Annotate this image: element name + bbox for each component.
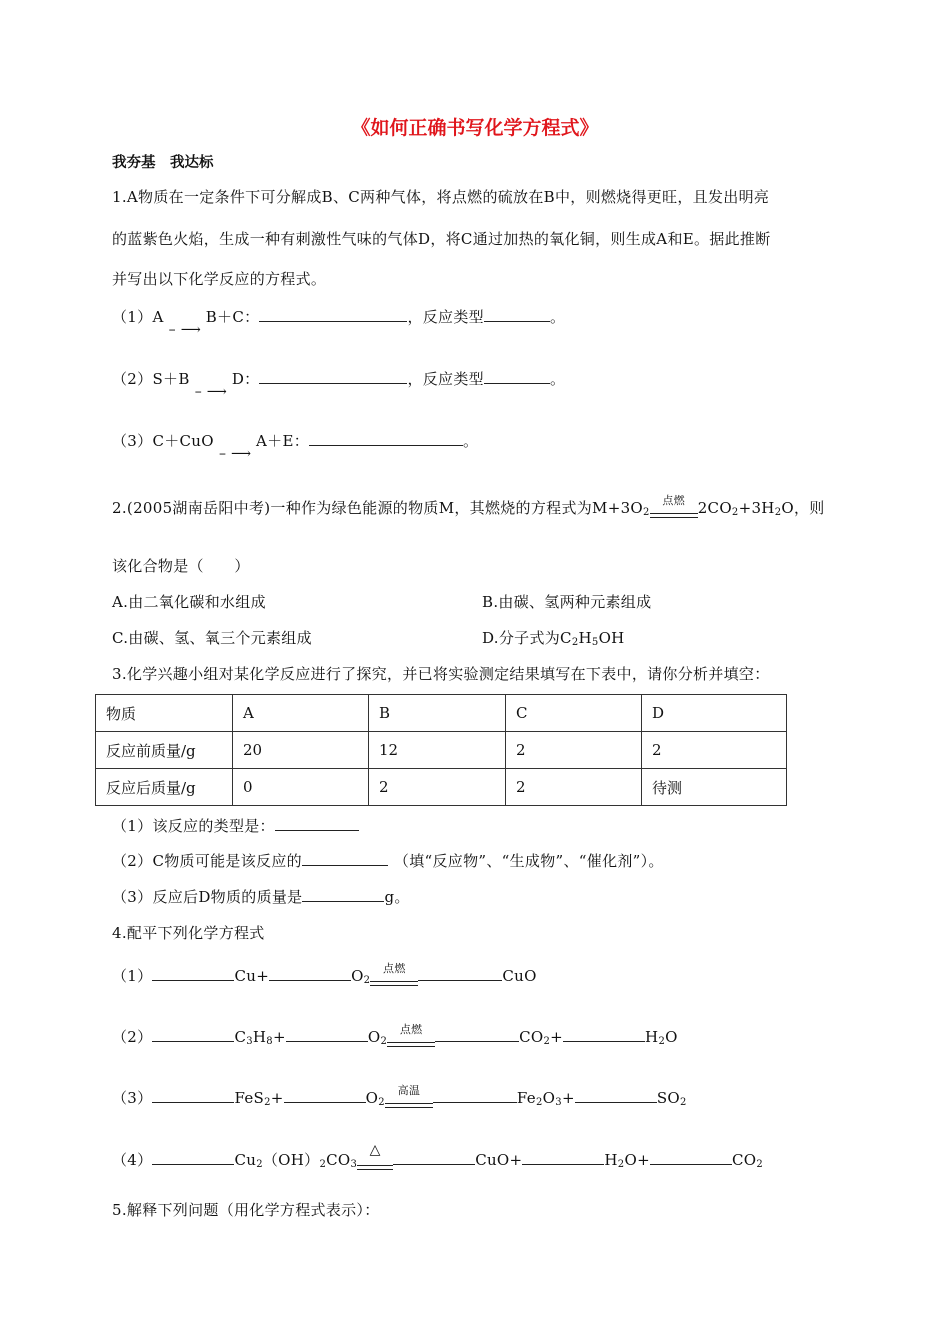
- q3-s2-text: （2）C物质可能是该反应的: [112, 852, 302, 870]
- q4-equation-4: [112, 1142, 763, 1170]
- q3-sub-2: [112, 850, 664, 871]
- unit: g。: [384, 888, 410, 906]
- q4-stem: 4.配平下列化学方程式: [112, 924, 265, 942]
- period: 。: [549, 370, 566, 388]
- q2-product-co2: 2CO: [697, 499, 732, 517]
- q2-stem-text: 2.(2005湖南岳阳中考)一种作为绿色能源的物质M，其燃烧的方程式为M+3O: [112, 499, 644, 517]
- formula-part: H: [604, 1151, 618, 1169]
- subscript: 2: [658, 1036, 666, 1047]
- q1-p1-product: B＋C：: [205, 308, 260, 326]
- coefficient-blank[interactable]: [152, 1088, 234, 1103]
- formula-part: +: [550, 1028, 564, 1046]
- formula-part: H: [252, 1028, 267, 1046]
- formula-part: （OH）: [262, 1151, 320, 1169]
- reaction-arrow-icon: – ⟶: [218, 446, 252, 462]
- q1-p3-reactant: （3）C＋CuO: [112, 432, 214, 450]
- table-cell: A: [233, 695, 369, 732]
- formula-part: O: [542, 1089, 556, 1107]
- formula-part: SO: [656, 1089, 681, 1107]
- double-line-equals-icon: [357, 1165, 393, 1170]
- q4-equation-2: [112, 1025, 678, 1047]
- table-cell: 2: [642, 732, 787, 769]
- q4-equation-3: [112, 1086, 687, 1108]
- subscript: 2: [731, 507, 739, 518]
- q5-stem: 5.解释下列问题（用化学方程式表示）：: [112, 1201, 380, 1219]
- subscript: 5: [591, 637, 599, 648]
- formula-part: H: [578, 629, 592, 647]
- formula-part: CO: [519, 1028, 544, 1046]
- subscript: 2: [543, 1036, 551, 1047]
- reaction-condition: [650, 496, 698, 518]
- answer-blank[interactable]: [259, 369, 407, 384]
- subscript: 3: [555, 1097, 562, 1108]
- table-cell: D: [642, 695, 787, 732]
- formula-part: C: [234, 1028, 247, 1046]
- coefficient-blank[interactable]: [575, 1088, 657, 1103]
- q3-s3-text: （3）反应后D物质的质量是: [112, 888, 303, 906]
- formula-part: CuO+: [475, 1151, 523, 1169]
- q1-part-1: [112, 306, 566, 338]
- double-line-equals-icon: [370, 981, 418, 986]
- subscript: 2: [378, 1097, 385, 1108]
- subscript: 2: [617, 1159, 625, 1170]
- formula-part: Fe: [516, 1089, 536, 1107]
- reaction-condition: [385, 1086, 433, 1108]
- answer-blank[interactable]: [259, 307, 407, 322]
- q1-text-line-2: 的蓝紫色火焰，生成一种有刺激性气味的气体D，将C通过加热的氧化铜，则生成A和E。据此推断: [112, 230, 771, 248]
- formula-part: O+: [624, 1151, 650, 1169]
- q1-p3-product: A＋E：: [256, 432, 309, 450]
- coefficient-blank[interactable]: [152, 1027, 234, 1042]
- coefficient-blank[interactable]: [286, 1027, 368, 1042]
- formula-part: CuO: [502, 967, 537, 985]
- period: 。: [463, 432, 479, 450]
- heat-triangle-icon: △: [369, 1142, 381, 1158]
- formula-part: +: [272, 1028, 286, 1046]
- q3-s2-hint: （填“反应物”、“生成物”、“催化剂”）。: [393, 852, 664, 870]
- formula-part: OH: [598, 629, 625, 647]
- q2-question: 该化合物是（ ）: [112, 557, 250, 575]
- q2-stem-end: O，则: [781, 499, 825, 517]
- table-cell: 反应前质量/g: [96, 732, 233, 769]
- table-cell: 20: [233, 732, 369, 769]
- q3-stem: 3.化学兴趣小组对某化学反应进行了探究，并已将实验测定结果填写在下表中，请你分析并填空：: [112, 665, 770, 683]
- reaction-arrow-icon: – ⟶: [168, 322, 202, 338]
- q1-text-line-1: 1.A物质在一定条件下可分解成B、C两种气体，将点燃的硫放在B中，则燃烧得更旺，且发出明亮: [112, 188, 770, 206]
- subscript: 3: [350, 1159, 358, 1170]
- q2-option-c[interactable]: C.由碳、氢、氧三个元素组成: [112, 629, 312, 647]
- table-cell: 反应后质量/g: [96, 769, 233, 806]
- answer-blank[interactable]: [309, 431, 463, 446]
- condition-text: 点燃: [662, 494, 685, 507]
- q3-sub-1: [112, 815, 359, 836]
- answer-blank[interactable]: [484, 369, 550, 384]
- q3-sub-3: [112, 886, 410, 907]
- table-cell: B: [369, 695, 506, 732]
- subscript: 2: [536, 1097, 543, 1108]
- condition-text: 点燃: [399, 1023, 423, 1036]
- q1-part-3: [112, 430, 479, 462]
- formula-part: Cu: [234, 1151, 257, 1169]
- condition-text: 高温: [397, 1084, 421, 1097]
- coefficient-blank[interactable]: [433, 1088, 517, 1103]
- formula-part: +: [561, 1089, 575, 1107]
- table-cell: 待测: [642, 769, 787, 806]
- q1-text-line-3: 并写出以下化学反应的方程式。: [112, 270, 327, 288]
- subscript: 2: [319, 1159, 327, 1170]
- table-row: [96, 695, 787, 732]
- formula-part: H: [645, 1028, 659, 1046]
- item-number: （4）: [112, 1151, 153, 1169]
- table-cell: C: [506, 695, 642, 732]
- reaction-condition: [357, 1142, 393, 1170]
- coefficient-blank[interactable]: [522, 1150, 604, 1165]
- q2-option-d[interactable]: [482, 627, 625, 648]
- q2-option-a[interactable]: A.由二氧化碳和水组成: [112, 593, 266, 611]
- table-cell: 12: [369, 732, 506, 769]
- double-line-equals-icon: [385, 1103, 433, 1108]
- subscript: 2: [264, 1097, 271, 1108]
- formula-part: +: [270, 1089, 284, 1107]
- page-title: 《如何正确书写化学方程式》: [351, 117, 599, 139]
- subscript: 2: [643, 507, 650, 518]
- table-cell: 0: [233, 769, 369, 806]
- answer-blank[interactable]: [302, 887, 384, 902]
- q1-p2-type-label: ，反应类型: [407, 370, 484, 388]
- condition-text: 点燃: [383, 962, 406, 975]
- item-number: （1）: [112, 967, 153, 985]
- subscript: 2: [256, 1159, 263, 1170]
- q2-stem: [112, 496, 825, 518]
- formula-part: O: [665, 1028, 678, 1046]
- table-row: [96, 769, 787, 806]
- data-table: [95, 694, 787, 806]
- subscript: 2: [774, 507, 782, 518]
- subscript: 2: [363, 975, 371, 986]
- table-cell: 物质: [96, 695, 233, 732]
- answer-blank[interactable]: [302, 851, 388, 866]
- section-heading: 我夯基 我达标: [112, 155, 214, 171]
- table-cell: 2: [506, 732, 642, 769]
- subscript: 8: [266, 1036, 273, 1047]
- formula-part: FeS: [234, 1089, 265, 1107]
- coefficient-blank[interactable]: [269, 966, 351, 981]
- subscript: 3: [246, 1036, 253, 1047]
- period: 。: [549, 308, 566, 326]
- item-number: （3）: [112, 1089, 153, 1107]
- answer-blank[interactable]: [484, 307, 550, 322]
- subscript: 2: [571, 637, 579, 648]
- reaction-condition: [370, 964, 418, 986]
- q1-p1-reactant: （1）A: [112, 308, 164, 326]
- coefficient-blank[interactable]: [435, 1027, 519, 1042]
- q2-option-b[interactable]: B.由碳、氢两种元素组成: [482, 593, 652, 611]
- double-line-equals-icon: [650, 513, 698, 518]
- formula-part: O: [367, 1028, 381, 1046]
- coefficient-blank[interactable]: [152, 966, 234, 981]
- q1-p2-reactant: （2）S＋B: [112, 370, 190, 388]
- coefficient-blank[interactable]: [563, 1027, 645, 1042]
- answer-blank[interactable]: [275, 816, 359, 831]
- reaction-arrow-icon: – ⟶: [194, 384, 228, 400]
- q1-p2-product: D：: [231, 370, 260, 388]
- q2-product-h2o: +3H: [738, 499, 775, 517]
- subscript: 2: [680, 1097, 687, 1108]
- q1-p1-type-label: ，反应类型: [407, 308, 484, 326]
- q3-s1-text: （1）该反应的类型是：: [112, 817, 275, 835]
- formula-part: O: [351, 967, 364, 985]
- item-number: （2）: [112, 1028, 153, 1046]
- table-row: [96, 732, 787, 769]
- q1-part-2: [112, 368, 566, 400]
- table-cell: 2: [369, 769, 506, 806]
- subscript: 2: [380, 1036, 388, 1047]
- formula-part: CO: [731, 1151, 757, 1169]
- subscript: 2: [756, 1159, 763, 1170]
- q4-equation-1: [112, 964, 537, 986]
- coefficient-blank[interactable]: [418, 966, 502, 981]
- coefficient-blank[interactable]: [152, 1150, 234, 1165]
- q2-option-d-text: D.分子式为C: [482, 629, 572, 647]
- formula-part: CO: [326, 1151, 351, 1169]
- coefficient-blank[interactable]: [284, 1088, 366, 1103]
- formula-part: Cu+: [234, 967, 270, 985]
- coefficient-blank[interactable]: [650, 1150, 732, 1165]
- reaction-condition: [387, 1025, 435, 1047]
- coefficient-blank[interactable]: [393, 1150, 475, 1165]
- double-line-equals-icon: [387, 1042, 435, 1047]
- formula-part: O: [365, 1089, 379, 1107]
- table-cell: 2: [506, 769, 642, 806]
